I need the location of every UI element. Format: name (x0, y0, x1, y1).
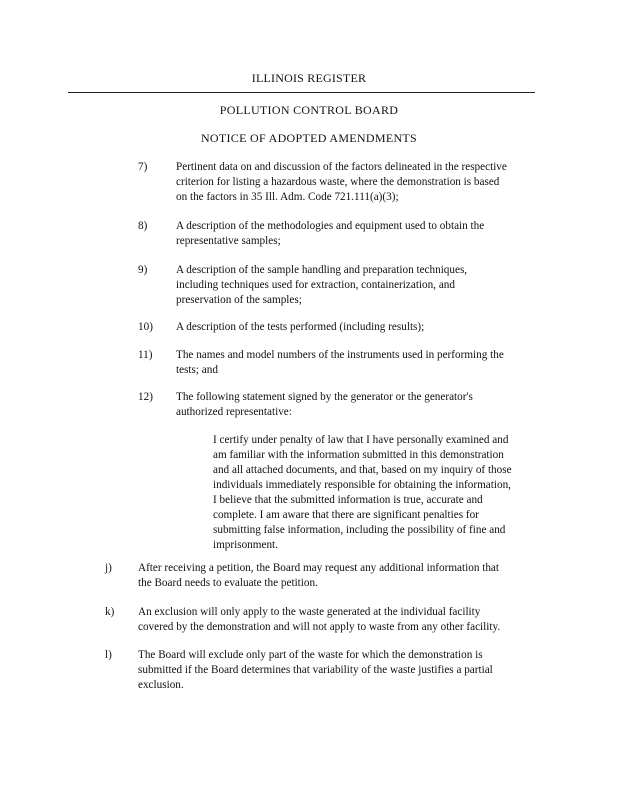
text-line: The names and model numbers of the instruments used in performing the (176, 349, 504, 361)
item-text (176, 219, 536, 249)
item-text (176, 263, 536, 308)
text-line: am familiar with the information submitted in this demonstration (213, 449, 504, 461)
text-line: covered by the demonstration and will not apply to waste from any other facility. (138, 621, 501, 633)
text-line: submitting false information, including the possibility of fine and (213, 524, 506, 536)
item-number: 8) (138, 220, 148, 232)
text-line: tests; and (176, 364, 218, 376)
text-line: including techniques used for extraction, containerization, and (176, 279, 455, 291)
text-line: A description of the sample handling and preparation techniques, (176, 264, 468, 276)
text-line: exclusion. (138, 679, 184, 691)
text-line: A description of the tests performed (including results); (176, 321, 425, 333)
text-line: the Board needs to evaluate the petition. (138, 577, 318, 589)
item-number: 7) (138, 161, 148, 173)
item-number: 12) (138, 391, 153, 403)
text-line: A description of the methodologies and equipment used to obtain the (176, 220, 485, 232)
item-number: 11) (138, 349, 153, 361)
text-line: The Board will exclude only part of the waste for which the demonstration is (138, 649, 483, 661)
text-line: individuals immediately responsible for obtaining the information, (213, 479, 511, 491)
text-line: Pertinent data on and discussion of the factors delineated in the respective (176, 161, 507, 173)
item-text (176, 348, 536, 378)
item-number: 9) (138, 264, 148, 276)
item-text (138, 605, 530, 635)
text-line: preservation of the samples; (176, 294, 302, 306)
text-line: on the factors in 35 Ill. Adm. Code 721.111(a)(3); (176, 191, 399, 203)
item-number: 10) (138, 321, 153, 333)
item-text (176, 160, 536, 205)
item-letter: j) (105, 562, 112, 574)
text-line: An exclusion will only apply to the waste generated at the individual facility (138, 606, 481, 618)
item-text (138, 561, 530, 591)
text-line: submitted if the Board determines that variability of the waste justifies a partial (138, 664, 493, 676)
text-line: I believe that the submitted information is true, accurate and (213, 494, 483, 506)
text-line: complete. I am aware that there are significant penalties for (213, 509, 479, 521)
item-text (176, 320, 536, 335)
item-letter: l) (105, 649, 112, 661)
text-line: imprisonment. (213, 539, 278, 551)
certification-statement (213, 433, 531, 553)
item-text (176, 390, 536, 420)
text-line: I certify under penalty of law that I have personally examined and (213, 434, 509, 446)
text-line: and all attached documents, and that, based on my inquiry of those (213, 464, 512, 476)
board-name: POLLUTION CONTROL BOARD (219, 103, 399, 117)
text-line: The following statement signed by the generator or the generator's (176, 391, 473, 403)
register-title: ILLINOIS REGISTER (251, 71, 367, 85)
item-letter: k) (105, 606, 115, 618)
notice-title: NOTICE OF ADOPTED AMENDMENTS (200, 131, 418, 145)
header-rule (68, 92, 535, 93)
text-line: representative samples; (176, 235, 281, 247)
item-text (138, 648, 530, 693)
text-line: criterion for listing a hazardous waste, where the demonstration is based (176, 176, 500, 188)
text-line: After receiving a petition, the Board may request any additional information that (138, 562, 499, 574)
text-line: authorized representative: (176, 406, 292, 418)
